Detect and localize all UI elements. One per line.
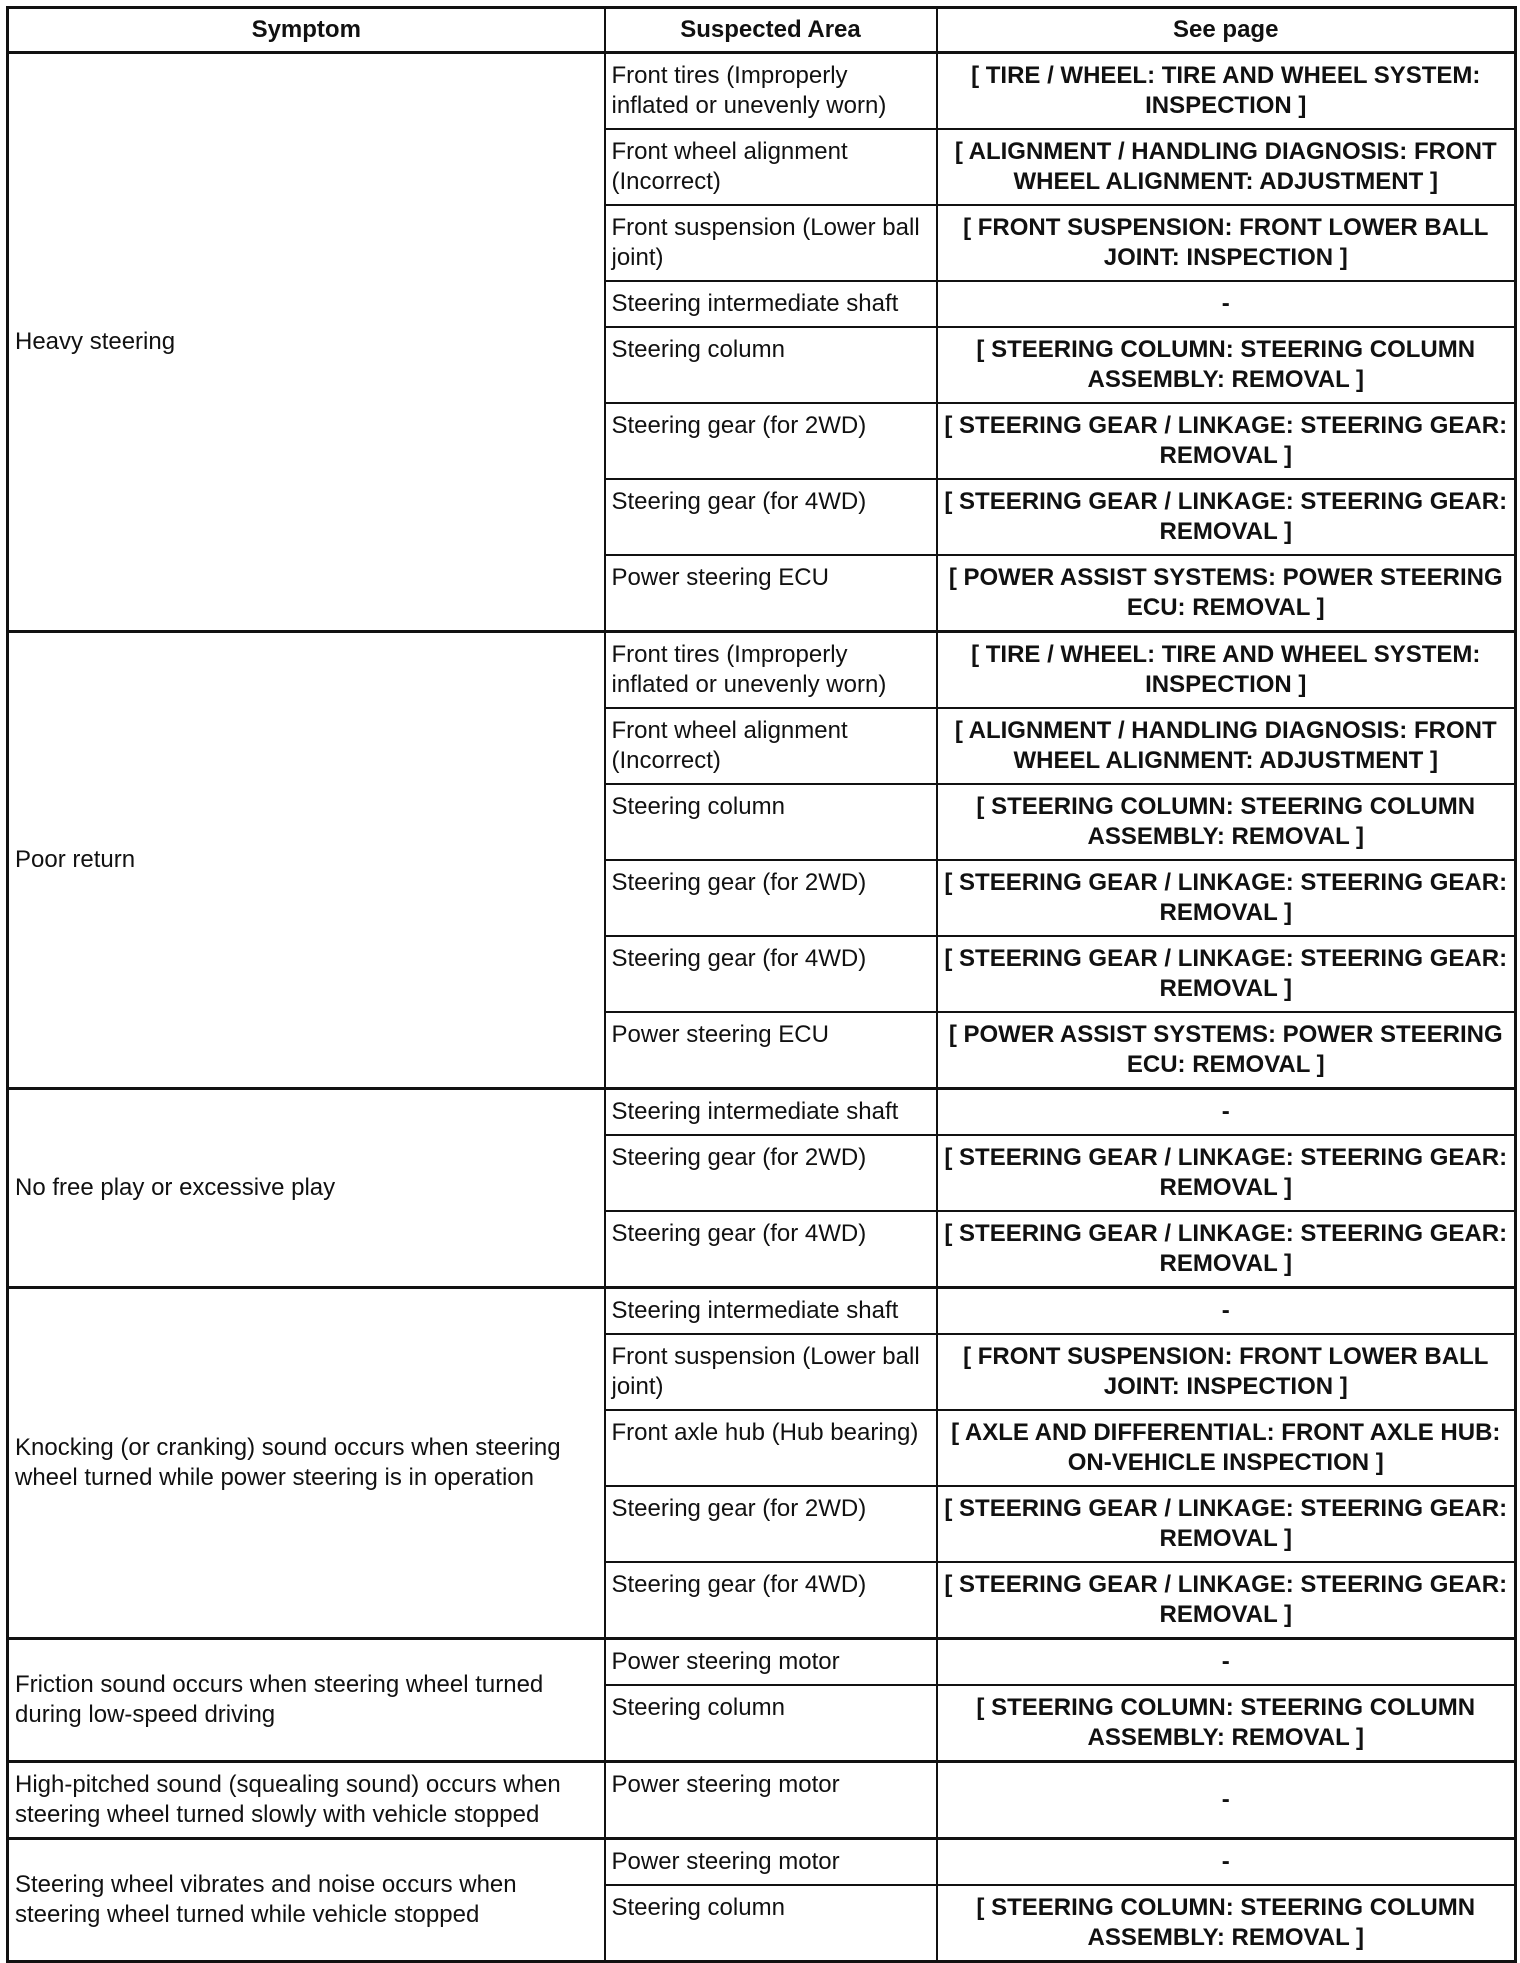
table-row bbox=[8, 1839, 1516, 1886]
symptom-group bbox=[8, 1288, 1516, 1639]
diagnosis-table-container bbox=[6, 6, 1514, 1963]
suspected-area-cell: Power steering ECU bbox=[605, 1012, 937, 1089]
see-page-cell: [ STEERING GEAR / LINKAGE: STEERING GEAR: REMOVAL ] bbox=[937, 403, 1516, 479]
see-page-cell: [ STEERING GEAR / LINKAGE: STEERING GEAR: REMOVAL ] bbox=[937, 860, 1516, 936]
table-row bbox=[8, 632, 1516, 709]
suspected-area-cell: Steering gear (for 4WD) bbox=[605, 1211, 937, 1288]
see-page-cell: [ STEERING GEAR / LINKAGE: STEERING GEAR: REMOVAL ] bbox=[937, 1486, 1516, 1562]
see-page-cell: [ STEERING COLUMN: STEERING COLUMN ASSEMBLY: REMOVAL ] bbox=[937, 1885, 1516, 1962]
symptom-group bbox=[8, 1762, 1516, 1839]
suspected-area-cell: Front suspension (Lower ball joint) bbox=[605, 1334, 937, 1410]
suspected-area-cell: Power steering ECU bbox=[605, 555, 937, 632]
suspected-area-cell: Steering gear (for 4WD) bbox=[605, 936, 937, 1012]
see-page-cell: [ AXLE AND DIFFERENTIAL: FRONT AXLE HUB: ON-VEHICLE INSPECTION ] bbox=[937, 1410, 1516, 1486]
table-row bbox=[8, 1089, 1516, 1136]
symptom-cell: Poor return bbox=[8, 632, 605, 1089]
suspected-area-cell: Front tires (Improperly inflated or unevenly worn) bbox=[605, 53, 937, 130]
see-page-cell: [ STEERING COLUMN: STEERING COLUMN ASSEMBLY: REMOVAL ] bbox=[937, 327, 1516, 403]
see-page-cell: [ ALIGNMENT / HANDLING DIAGNOSIS: FRONT WHEEL ALIGNMENT: ADJUSTMENT ] bbox=[937, 129, 1516, 205]
suspected-area-cell: Steering column bbox=[605, 1885, 937, 1962]
suspected-area-cell: Front axle hub (Hub bearing) bbox=[605, 1410, 937, 1486]
see-page-cell: [ POWER ASSIST SYSTEMS: POWER STEERING ECU: REMOVAL ] bbox=[937, 555, 1516, 632]
header-row bbox=[8, 8, 1516, 53]
symptom-group bbox=[8, 1639, 1516, 1762]
see-page-cell: [ TIRE / WHEEL: TIRE AND WHEEL SYSTEM: INSPECTION ] bbox=[937, 53, 1516, 130]
suspected-area-cell: Steering gear (for 2WD) bbox=[605, 1135, 937, 1211]
suspected-area-cell: Steering column bbox=[605, 784, 937, 860]
table-row bbox=[8, 53, 1516, 130]
suspected-area-cell: Front suspension (Lower ball joint) bbox=[605, 205, 937, 281]
suspected-area-cell: Power steering motor bbox=[605, 1762, 937, 1839]
suspected-area-cell: Front wheel alignment (Incorrect) bbox=[605, 708, 937, 784]
symptom-cell: Heavy steering bbox=[8, 53, 605, 632]
see-page-cell: [ FRONT SUSPENSION: FRONT LOWER BALL JOINT: INSPECTION ] bbox=[937, 1334, 1516, 1410]
header-see-page: See page bbox=[937, 8, 1516, 53]
suspected-area-cell: Steering column bbox=[605, 1685, 937, 1762]
suspected-area-cell: Steering intermediate shaft bbox=[605, 1089, 937, 1136]
suspected-area-cell: Steering intermediate shaft bbox=[605, 1288, 937, 1335]
see-page-cell: [ POWER ASSIST SYSTEMS: POWER STEERING ECU: REMOVAL ] bbox=[937, 1012, 1516, 1089]
suspected-area-cell: Front wheel alignment (Incorrect) bbox=[605, 129, 937, 205]
symptom-cell: High-pitched sound (squealing sound) occurs when steering wheel turned slowly with vehicle stopped bbox=[8, 1762, 605, 1839]
table-row bbox=[8, 1639, 1516, 1686]
see-page-cell: [ TIRE / WHEEL: TIRE AND WHEEL SYSTEM: INSPECTION ] bbox=[937, 632, 1516, 709]
symptom-group bbox=[8, 632, 1516, 1089]
suspected-area-cell: Power steering motor bbox=[605, 1639, 937, 1686]
see-page-cell: - bbox=[937, 1762, 1516, 1839]
table-row bbox=[8, 1288, 1516, 1335]
see-page-cell: [ STEERING GEAR / LINKAGE: STEERING GEAR: REMOVAL ] bbox=[937, 1135, 1516, 1211]
suspected-area-cell: Steering intermediate shaft bbox=[605, 281, 937, 327]
see-page-cell: - bbox=[937, 1089, 1516, 1136]
suspected-area-cell: Steering gear (for 4WD) bbox=[605, 1562, 937, 1639]
table-row bbox=[8, 1762, 1516, 1839]
symptom-group bbox=[8, 1089, 1516, 1288]
symptom-table bbox=[6, 6, 1517, 1963]
suspected-area-cell: Steering gear (for 2WD) bbox=[605, 860, 937, 936]
symptom-cell: Friction sound occurs when steering wheel turned during low-speed driving bbox=[8, 1639, 605, 1762]
see-page-cell: [ STEERING GEAR / LINKAGE: STEERING GEAR: REMOVAL ] bbox=[937, 1562, 1516, 1639]
symptom-cell: Steering wheel vibrates and noise occurs when steering wheel turned while vehicle stopped bbox=[8, 1839, 605, 1962]
suspected-area-cell: Steering column bbox=[605, 327, 937, 403]
symptom-group bbox=[8, 1839, 1516, 1962]
see-page-cell: [ ALIGNMENT / HANDLING DIAGNOSIS: FRONT WHEEL ALIGNMENT: ADJUSTMENT ] bbox=[937, 708, 1516, 784]
header-suspected-area: Suspected Area bbox=[605, 8, 937, 53]
symptom-group bbox=[8, 53, 1516, 632]
see-page-cell: [ STEERING COLUMN: STEERING COLUMN ASSEMBLY: REMOVAL ] bbox=[937, 784, 1516, 860]
suspected-area-cell: Front tires (Improperly inflated or unevenly worn) bbox=[605, 632, 937, 709]
symptom-cell: No free play or excessive play bbox=[8, 1089, 605, 1288]
see-page-cell: - bbox=[937, 1839, 1516, 1886]
symptom-cell: Knocking (or cranking) sound occurs when steering wheel turned while power steering is in operation bbox=[8, 1288, 605, 1639]
see-page-cell: - bbox=[937, 281, 1516, 327]
see-page-cell: - bbox=[937, 1639, 1516, 1686]
suspected-area-cell: Steering gear (for 4WD) bbox=[605, 479, 937, 555]
see-page-cell: - bbox=[937, 1288, 1516, 1335]
suspected-area-cell: Steering gear (for 2WD) bbox=[605, 1486, 937, 1562]
suspected-area-cell: Steering gear (for 2WD) bbox=[605, 403, 937, 479]
table-header bbox=[8, 8, 1516, 53]
header-symptom: Symptom bbox=[8, 8, 605, 53]
suspected-area-cell: Power steering motor bbox=[605, 1839, 937, 1886]
see-page-cell: [ STEERING COLUMN: STEERING COLUMN ASSEMBLY: REMOVAL ] bbox=[937, 1685, 1516, 1762]
see-page-cell: [ STEERING GEAR / LINKAGE: STEERING GEAR: REMOVAL ] bbox=[937, 936, 1516, 1012]
see-page-cell: [ FRONT SUSPENSION: FRONT LOWER BALL JOINT: INSPECTION ] bbox=[937, 205, 1516, 281]
see-page-cell: [ STEERING GEAR / LINKAGE: STEERING GEAR: REMOVAL ] bbox=[937, 479, 1516, 555]
see-page-cell: [ STEERING GEAR / LINKAGE: STEERING GEAR: REMOVAL ] bbox=[937, 1211, 1516, 1288]
